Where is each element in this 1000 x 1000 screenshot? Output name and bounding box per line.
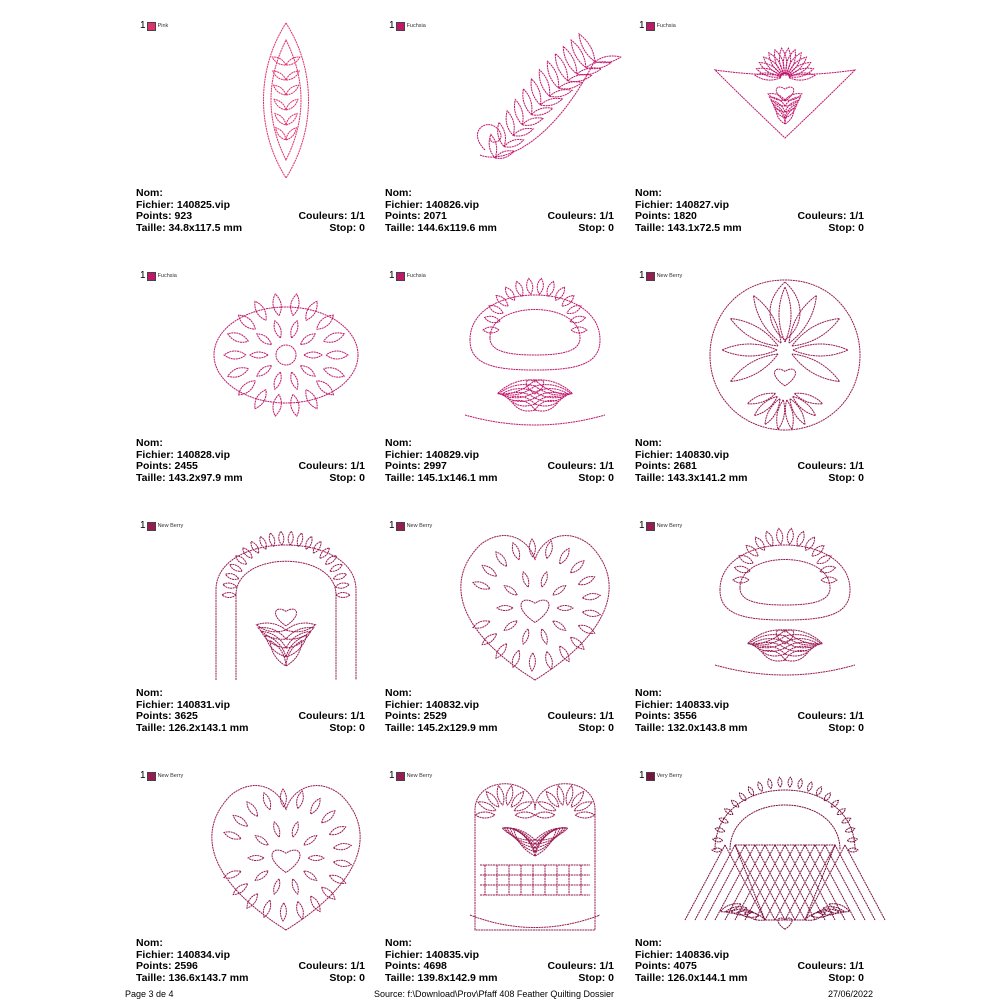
stop-count: 0 <box>359 471 365 484</box>
couleurs-label: Couleurs: <box>547 960 597 972</box>
file-name: 140834.vip <box>176 948 230 961</box>
design-info <box>635 938 864 984</box>
embroidery-stitch-drawing <box>695 20 875 185</box>
taille-label: Taille: <box>136 471 166 484</box>
color-name: New Berry <box>157 773 184 779</box>
stop-label: Stop: <box>828 471 856 484</box>
color-index: 1 <box>639 520 645 531</box>
design-card <box>635 250 885 500</box>
fichier-label: Fichier: <box>385 698 423 711</box>
taille-label: Taille: <box>385 471 415 484</box>
color-count: 1/1 <box>849 210 864 222</box>
taille-label: Taille: <box>635 971 665 984</box>
design-info <box>136 438 365 484</box>
couleurs-label: Couleurs: <box>298 710 348 722</box>
couleurs-label: Couleurs: <box>547 460 597 472</box>
couleurs-label: Couleurs: <box>547 210 597 222</box>
color-swatch <box>646 22 655 31</box>
color-count: 1/1 <box>350 460 365 472</box>
embroidery-stitch-drawing <box>196 520 376 685</box>
embroidery-design-preview <box>445 520 625 685</box>
design-card <box>136 0 386 250</box>
color-name: New Berry <box>157 523 184 529</box>
points-label: Points: <box>635 460 671 472</box>
fichier-label: Fichier: <box>136 948 174 961</box>
design-card <box>136 250 386 500</box>
design-size: 143.3x141.2 mm <box>667 471 748 484</box>
color-count: 1/1 <box>849 960 864 972</box>
design-info <box>635 188 864 234</box>
stop-count: 0 <box>359 721 365 734</box>
color-index: 1 <box>639 20 645 31</box>
design-card <box>385 0 635 250</box>
taille-label: Taille: <box>635 721 665 734</box>
stitch-count: 2681 <box>673 460 697 472</box>
fichier-label: Fichier: <box>385 948 423 961</box>
embroidery-design-preview <box>196 770 376 935</box>
design-size: 139.8x142.9 mm <box>417 971 498 984</box>
stop-label: Stop: <box>828 721 856 734</box>
couleurs-label: Couleurs: <box>298 210 348 222</box>
fichier-label: Fichier: <box>136 198 174 211</box>
stitch-count: 3625 <box>174 710 198 722</box>
points-label: Points: <box>635 710 671 722</box>
embroidery-design-preview <box>695 770 875 935</box>
stop-count: 0 <box>608 221 614 234</box>
points-label: Points: <box>136 710 172 722</box>
color-swatch-row <box>639 520 682 532</box>
stop-label: Stop: <box>578 971 606 984</box>
color-swatch-row <box>140 770 183 782</box>
fichier-label: Fichier: <box>635 448 673 461</box>
stitch-count: 923 <box>174 210 193 222</box>
color-name: Pink <box>157 23 169 29</box>
color-swatch-row <box>140 20 168 32</box>
file-name: 140826.vip <box>425 198 479 211</box>
color-swatch <box>646 272 655 281</box>
color-index: 1 <box>140 270 146 281</box>
stitch-count: 2529 <box>423 710 447 722</box>
color-name: New Berry <box>406 773 433 779</box>
design-size: 143.1x72.5 mm <box>667 221 742 234</box>
color-swatch-row <box>140 520 183 532</box>
color-name: Fuchsia <box>656 23 676 29</box>
couleurs-label: Couleurs: <box>797 460 847 472</box>
file-name: 140836.vip <box>675 948 729 961</box>
couleurs-label: Couleurs: <box>298 960 348 972</box>
print-date: 27/06/2022 <box>828 989 874 999</box>
design-size: 144.6x119.6 mm <box>417 221 497 234</box>
embroidery-stitch-drawing <box>196 20 376 185</box>
fichier-label: Fichier: <box>136 698 174 711</box>
embroidery-stitch-drawing <box>445 520 625 685</box>
design-info <box>385 438 614 484</box>
design-info <box>385 938 614 984</box>
design-size: 126.2x143.1 mm <box>168 721 249 734</box>
nom-label: Nom: <box>136 687 163 699</box>
color-index: 1 <box>389 770 395 781</box>
file-name: 140835.vip <box>425 948 479 961</box>
color-name: New Berry <box>406 523 433 529</box>
nom-label: Nom: <box>385 187 412 199</box>
embroidery-design-preview <box>695 520 875 685</box>
color-swatch <box>147 522 156 531</box>
stop-count: 0 <box>608 471 614 484</box>
points-label: Points: <box>635 960 671 972</box>
nom-label: Nom: <box>635 687 662 699</box>
stop-count: 0 <box>858 971 864 984</box>
taille-label: Taille: <box>136 971 166 984</box>
stop-label: Stop: <box>329 471 357 484</box>
embroidery-stitch-drawing <box>196 770 376 935</box>
design-card <box>385 750 635 1000</box>
color-index: 1 <box>389 20 395 31</box>
embroidery-stitch-drawing <box>695 770 875 935</box>
color-swatch-row <box>639 770 682 782</box>
embroidery-stitch-drawing <box>445 270 625 435</box>
points-label: Points: <box>136 960 172 972</box>
embroidery-stitch-drawing <box>445 770 625 935</box>
stitch-count: 2596 <box>174 960 198 972</box>
taille-label: Taille: <box>385 721 415 734</box>
color-swatch-row <box>389 520 432 532</box>
color-index: 1 <box>140 20 146 31</box>
color-count: 1/1 <box>849 710 864 722</box>
color-count: 1/1 <box>599 210 614 222</box>
stop-label: Stop: <box>329 221 357 234</box>
embroidery-design-preview <box>196 520 376 685</box>
nom-label: Nom: <box>136 187 163 199</box>
fichier-label: Fichier: <box>385 198 423 211</box>
stop-count: 0 <box>359 221 365 234</box>
design-info <box>635 438 864 484</box>
stitch-count: 2997 <box>423 460 447 472</box>
couleurs-label: Couleurs: <box>298 460 348 472</box>
color-index: 1 <box>389 520 395 531</box>
nom-label: Nom: <box>136 937 163 949</box>
file-name: 140825.vip <box>176 198 230 211</box>
taille-label: Taille: <box>385 221 415 234</box>
stop-label: Stop: <box>828 971 856 984</box>
points-label: Points: <box>635 210 671 222</box>
design-size: 132.0x143.8 mm <box>667 721 748 734</box>
embroidery-stitch-drawing <box>695 520 875 685</box>
stitch-count: 4075 <box>673 960 697 972</box>
embroidery-design-preview <box>695 20 875 185</box>
color-index: 1 <box>639 770 645 781</box>
nom-label: Nom: <box>136 437 163 449</box>
color-swatch-row <box>639 270 682 282</box>
color-swatch <box>147 22 156 31</box>
taille-label: Taille: <box>635 471 665 484</box>
stop-label: Stop: <box>578 721 606 734</box>
color-index: 1 <box>389 270 395 281</box>
design-card <box>635 0 885 250</box>
design-size: 126.0x144.1 mm <box>667 971 748 984</box>
stop-count: 0 <box>858 721 864 734</box>
design-info <box>635 688 864 734</box>
color-swatch <box>396 22 405 31</box>
stop-count: 0 <box>858 221 864 234</box>
color-swatch-row <box>639 20 676 32</box>
color-count: 1/1 <box>599 710 614 722</box>
color-swatch-row <box>140 270 177 282</box>
fichier-label: Fichier: <box>136 448 174 461</box>
design-card <box>136 750 386 1000</box>
embroidery-stitch-drawing <box>695 270 875 435</box>
design-size: 143.2x97.9 mm <box>168 471 243 484</box>
embroidery-design-preview <box>445 770 625 935</box>
points-label: Points: <box>385 210 421 222</box>
color-swatch <box>396 522 405 531</box>
taille-label: Taille: <box>136 721 166 734</box>
color-count: 1/1 <box>350 210 365 222</box>
fichier-label: Fichier: <box>385 448 423 461</box>
design-info <box>136 188 365 234</box>
color-index: 1 <box>140 520 146 531</box>
embroidery-design-preview <box>196 270 376 435</box>
fichier-label: Fichier: <box>635 948 673 961</box>
color-name: Fuchsia <box>157 273 177 279</box>
color-name: Fuchsia <box>406 273 426 279</box>
points-label: Points: <box>385 960 421 972</box>
points-label: Points: <box>385 460 421 472</box>
color-name: New Berry <box>656 273 683 279</box>
color-count: 1/1 <box>599 960 614 972</box>
points-label: Points: <box>136 210 172 222</box>
file-name: 140829.vip <box>425 448 479 461</box>
design-size: 136.6x143.7 mm <box>168 971 249 984</box>
design-info <box>385 188 614 234</box>
couleurs-label: Couleurs: <box>797 710 847 722</box>
points-label: Points: <box>136 460 172 472</box>
color-index: 1 <box>140 770 146 781</box>
color-swatch <box>646 522 655 531</box>
color-swatch <box>147 272 156 281</box>
nom-label: Nom: <box>635 187 662 199</box>
fichier-label: Fichier: <box>635 198 673 211</box>
stop-label: Stop: <box>578 471 606 484</box>
stitch-count: 1820 <box>673 210 697 222</box>
stop-label: Stop: <box>828 221 856 234</box>
file-name: 140832.vip <box>425 698 479 711</box>
color-swatch <box>396 272 405 281</box>
nom-label: Nom: <box>635 437 662 449</box>
color-swatch <box>147 772 156 781</box>
color-swatch-row <box>389 20 426 32</box>
stop-label: Stop: <box>329 971 357 984</box>
color-swatch-row <box>389 270 426 282</box>
couleurs-label: Couleurs: <box>797 210 847 222</box>
taille-label: Taille: <box>136 221 166 234</box>
color-name: Fuchsia <box>406 23 426 29</box>
color-swatch-row <box>389 770 432 782</box>
design-card <box>635 750 885 1000</box>
design-card <box>385 500 635 750</box>
design-info <box>136 938 365 984</box>
taille-label: Taille: <box>385 971 415 984</box>
design-card <box>635 500 885 750</box>
file-name: 140833.vip <box>675 698 729 711</box>
stop-label: Stop: <box>578 221 606 234</box>
page-number: Page 3 de 4 <box>125 989 174 999</box>
stop-count: 0 <box>608 721 614 734</box>
couleurs-label: Couleurs: <box>797 960 847 972</box>
nom-label: Nom: <box>635 937 662 949</box>
design-info <box>136 688 365 734</box>
stop-label: Stop: <box>329 721 357 734</box>
design-size: 145.2x129.9 mm <box>417 721 498 734</box>
color-swatch <box>396 772 405 781</box>
color-count: 1/1 <box>350 960 365 972</box>
embroidery-stitch-drawing <box>445 20 625 185</box>
design-size: 34.8x117.5 mm <box>168 221 243 234</box>
embroidery-design-preview <box>695 270 875 435</box>
file-name: 140831.vip <box>176 698 230 711</box>
stop-count: 0 <box>858 471 864 484</box>
design-card <box>136 500 386 750</box>
stop-count: 0 <box>359 971 365 984</box>
color-count: 1/1 <box>350 710 365 722</box>
stitch-count: 2071 <box>423 210 447 222</box>
stitch-count: 2455 <box>174 460 198 472</box>
file-name: 140827.vip <box>675 198 729 211</box>
couleurs-label: Couleurs: <box>547 710 597 722</box>
taille-label: Taille: <box>635 221 665 234</box>
embroidery-stitch-drawing <box>196 270 376 435</box>
embroidery-design-preview <box>445 20 625 185</box>
fichier-label: Fichier: <box>635 698 673 711</box>
color-index: 1 <box>639 270 645 281</box>
color-name: Very Berry <box>656 773 683 779</box>
embroidery-design-preview <box>445 270 625 435</box>
color-swatch <box>646 772 655 781</box>
color-count: 1/1 <box>599 460 614 472</box>
stitch-count: 4698 <box>423 960 447 972</box>
file-name: 140828.vip <box>176 448 230 461</box>
nom-label: Nom: <box>385 437 412 449</box>
stitch-count: 3556 <box>673 710 697 722</box>
design-card <box>385 250 635 500</box>
file-name: 140830.vip <box>675 448 729 461</box>
color-name: New Berry <box>656 523 683 529</box>
color-count: 1/1 <box>849 460 864 472</box>
design-info <box>385 688 614 734</box>
nom-label: Nom: <box>385 937 412 949</box>
source-path: Source: f:\Download\Prov\Pfaff 408 Feather Quilting Dossier <box>374 989 614 999</box>
design-size: 145.1x146.1 mm <box>417 471 498 484</box>
nom-label: Nom: <box>385 687 412 699</box>
points-label: Points: <box>385 710 421 722</box>
stop-count: 0 <box>608 971 614 984</box>
embroidery-design-preview <box>196 20 376 185</box>
